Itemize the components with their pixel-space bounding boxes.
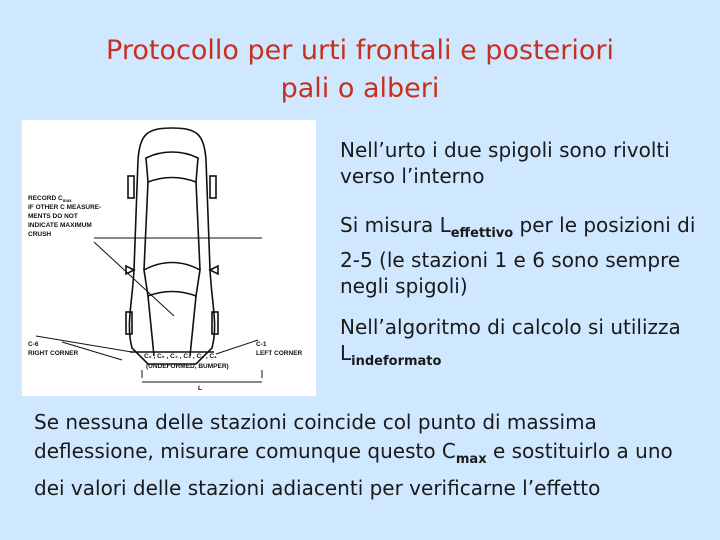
bullet-2 <box>340 212 712 299</box>
paragraph-sub: max <box>455 452 487 467</box>
bullet-3-sub: indeformato <box>351 354 442 369</box>
bullet-1-text: Nell’urto i due spigoli sono rivolti verso l’interno <box>340 138 670 188</box>
paragraph-suffix: e sostituirlo a uno dei valori delle stazioni adiacenti per verificarne l’effetto <box>34 439 673 500</box>
right-corner-code: C-6 <box>28 341 39 348</box>
figure-note-line-3: MENTS DO NOT <box>28 213 78 220</box>
paragraph-prefix: Se nessuna delle stazioni coincide col punto di massima deflessione, misurare comunque questo C <box>34 410 597 463</box>
svg-text:RECORD Cmax <box>28 195 72 203</box>
title-line-1: Protocollo per urti frontali e posteriori <box>106 35 614 66</box>
figure-note-line-1: RECORD C <box>28 195 63 202</box>
figure-note-line-5: CRUSH <box>28 231 52 238</box>
left-corner-code: C-1 <box>256 341 267 348</box>
bottom-paragraph <box>34 408 704 503</box>
bullet-3-prefix: Nell’algoritmo di calcolo si utilizza L <box>340 315 681 365</box>
right-corner-label: RIGHT CORNER <box>28 350 79 357</box>
title-line-2: pali o alberi <box>280 73 440 104</box>
figure-note-line-2: IF OTHER C MEASURE- <box>28 204 102 211</box>
bullet-3 <box>340 314 712 375</box>
slide-title <box>0 32 720 108</box>
car-crush-diagram <box>22 120 316 396</box>
car-outline-drawing <box>22 120 316 396</box>
bullet-2-suffix: per le posizioni di 2-5 (le stazioni 1 e 6 sono sempre negli spigoli) <box>340 213 696 298</box>
station-labels: C₆ , C₅ , C₄ , C₃ , C₂ , C₁ <box>144 353 217 360</box>
bullet-1 <box>340 137 712 189</box>
bullet-3-text <box>340 314 712 375</box>
bullet-2-prefix: Si misura L <box>340 213 451 237</box>
left-corner-label: LEFT CORNER <box>256 350 303 357</box>
figure-note-sub: max <box>62 198 72 203</box>
figure-note-line-4: INDICATE MAXIMUM <box>28 222 92 229</box>
bullet-2-sub: effettivo <box>450 226 514 241</box>
bullet-2-text <box>340 212 712 299</box>
undeformed-bumper-label: (UNDEFORMED, BUMPER) <box>146 363 229 370</box>
length-label: L <box>198 385 202 392</box>
